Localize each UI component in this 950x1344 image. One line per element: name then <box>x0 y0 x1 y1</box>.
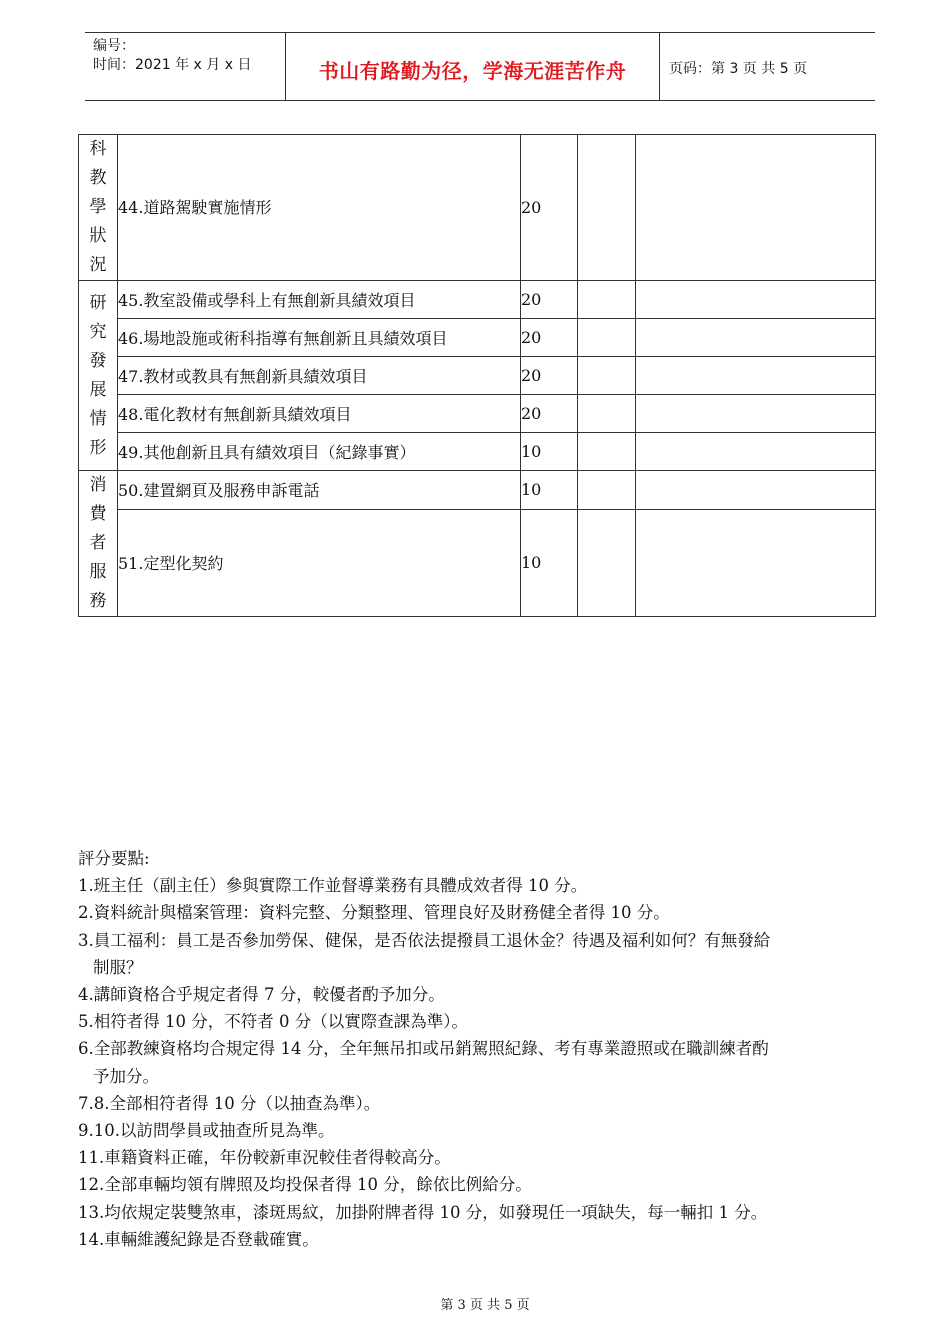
number-label: 编号： <box>93 38 135 54</box>
category-cell: 研 究 發 展 情 形 <box>79 281 118 471</box>
note-item: 14.車輛維護紀錄是否登載確實。 <box>78 1229 319 1249</box>
item-cell: 49.其他創新且具有績效項目（紀錄事實） <box>118 433 521 471</box>
note-item: 2.資料統計與檔案管理：資料完整、分類整理、管理良好及財務健全者得 10 分。 <box>78 903 670 923</box>
table-row <box>79 471 876 510</box>
date-line: 时间：2021 年 x 月 x 日 <box>93 57 252 73</box>
note-item: 制服？ <box>93 957 143 977</box>
empty-cell <box>578 357 636 395</box>
remarks-cell <box>636 509 876 616</box>
header-page-info: 页码：第 3 页 共 5 页 <box>669 61 808 77</box>
table-row <box>79 357 876 395</box>
item-cell: 46.場地設施或術科指導有無創新且具績效項目 <box>118 319 521 357</box>
category-cell: 消 費 者 服 務 <box>79 471 118 617</box>
note-item: 9.10.以訪問學員或抽查所見為準。 <box>78 1121 335 1141</box>
empty-cell <box>578 281 636 319</box>
header-meta <box>93 37 251 75</box>
empty-cell <box>578 395 636 433</box>
empty-cell <box>578 319 636 357</box>
table-row <box>79 319 876 357</box>
remarks-cell <box>636 471 876 510</box>
note-item: 1.班主任（副主任）參與實際工作並督導業務有具體成效者得 10 分。 <box>78 876 588 896</box>
note-item: 5.相符者得 10 分，不符者 0 分（以實際查課為準）。 <box>78 1012 468 1032</box>
empty-cell <box>578 135 636 281</box>
empty-cell <box>578 509 636 616</box>
remarks-cell <box>636 281 876 319</box>
item-cell: 47.教材或教具有無創新具績效項目 <box>118 357 521 395</box>
table-row <box>79 281 876 319</box>
notes-heading: 評分要點: <box>78 849 150 868</box>
category-cell: 科 教 學 狀 況 <box>79 135 118 281</box>
item-cell: 51.定型化契約 <box>118 509 521 616</box>
item-cell: 45.教室設備或學科上有無創新具績效項目 <box>118 281 521 319</box>
empty-cell <box>578 433 636 471</box>
table-row <box>79 135 876 281</box>
header-divider <box>659 33 660 100</box>
table-row <box>79 509 876 616</box>
evaluation-table <box>78 134 876 617</box>
score-cell: 20 <box>521 281 578 319</box>
score-cell: 20 <box>521 357 578 395</box>
item-cell: 44.道路駕駛實施情形 <box>118 135 521 281</box>
empty-cell <box>578 471 636 510</box>
score-cell: 10 <box>521 509 578 616</box>
remarks-cell <box>636 357 876 395</box>
note-item: 13.均依規定裝雙煞車，漆斑馬紋，加掛附牌者得 10 分，如發現任一項缺失，每一輛扣 1 分。 <box>78 1202 768 1222</box>
score-cell: 10 <box>521 433 578 471</box>
note-item: 12.全部車輛均領有牌照及均投保者得 10 分，餘依比例給分。 <box>78 1175 532 1195</box>
note-item: 3.員工福利：員工是否參加勞保、健保，是否依法提撥員工退休金？待遇及福利如何？有無發給 <box>78 930 771 950</box>
page-footer: 第 3 页 共 5 页 <box>440 1298 530 1313</box>
item-cell: 48.電化教材有無創新具績效項目 <box>118 395 521 433</box>
header-motto: 书山有路勤为径，学海无涯苦作舟 <box>318 59 627 83</box>
note-item: 7.8.全部相符者得 10 分（以抽查為準）。 <box>78 1093 381 1113</box>
note-item: 予加分。 <box>93 1066 159 1086</box>
note-item: 6.全部教練資格均合規定得 14 分，全年無吊扣或吊銷駕照紀錄、考有專業證照或在職訓練者酌 <box>78 1039 769 1059</box>
item-cell: 50.建置網頁及服務申訴電話 <box>118 471 521 510</box>
note-item: 11.車籍資料正確，年份較新車況較佳者得較高分。 <box>78 1148 451 1168</box>
remarks-cell <box>636 135 876 281</box>
table-row <box>79 395 876 433</box>
score-cell: 20 <box>521 395 578 433</box>
score-cell: 20 <box>521 319 578 357</box>
page-header <box>85 32 875 101</box>
scoring-notes <box>78 845 888 1253</box>
remarks-cell <box>636 433 876 471</box>
note-item: 4.講師資格合乎規定者得 7 分，較優者酌予加分。 <box>78 985 445 1005</box>
table-row <box>79 433 876 471</box>
remarks-cell <box>636 395 876 433</box>
remarks-cell <box>636 319 876 357</box>
score-cell: 20 <box>521 135 578 281</box>
score-cell: 10 <box>521 471 578 510</box>
